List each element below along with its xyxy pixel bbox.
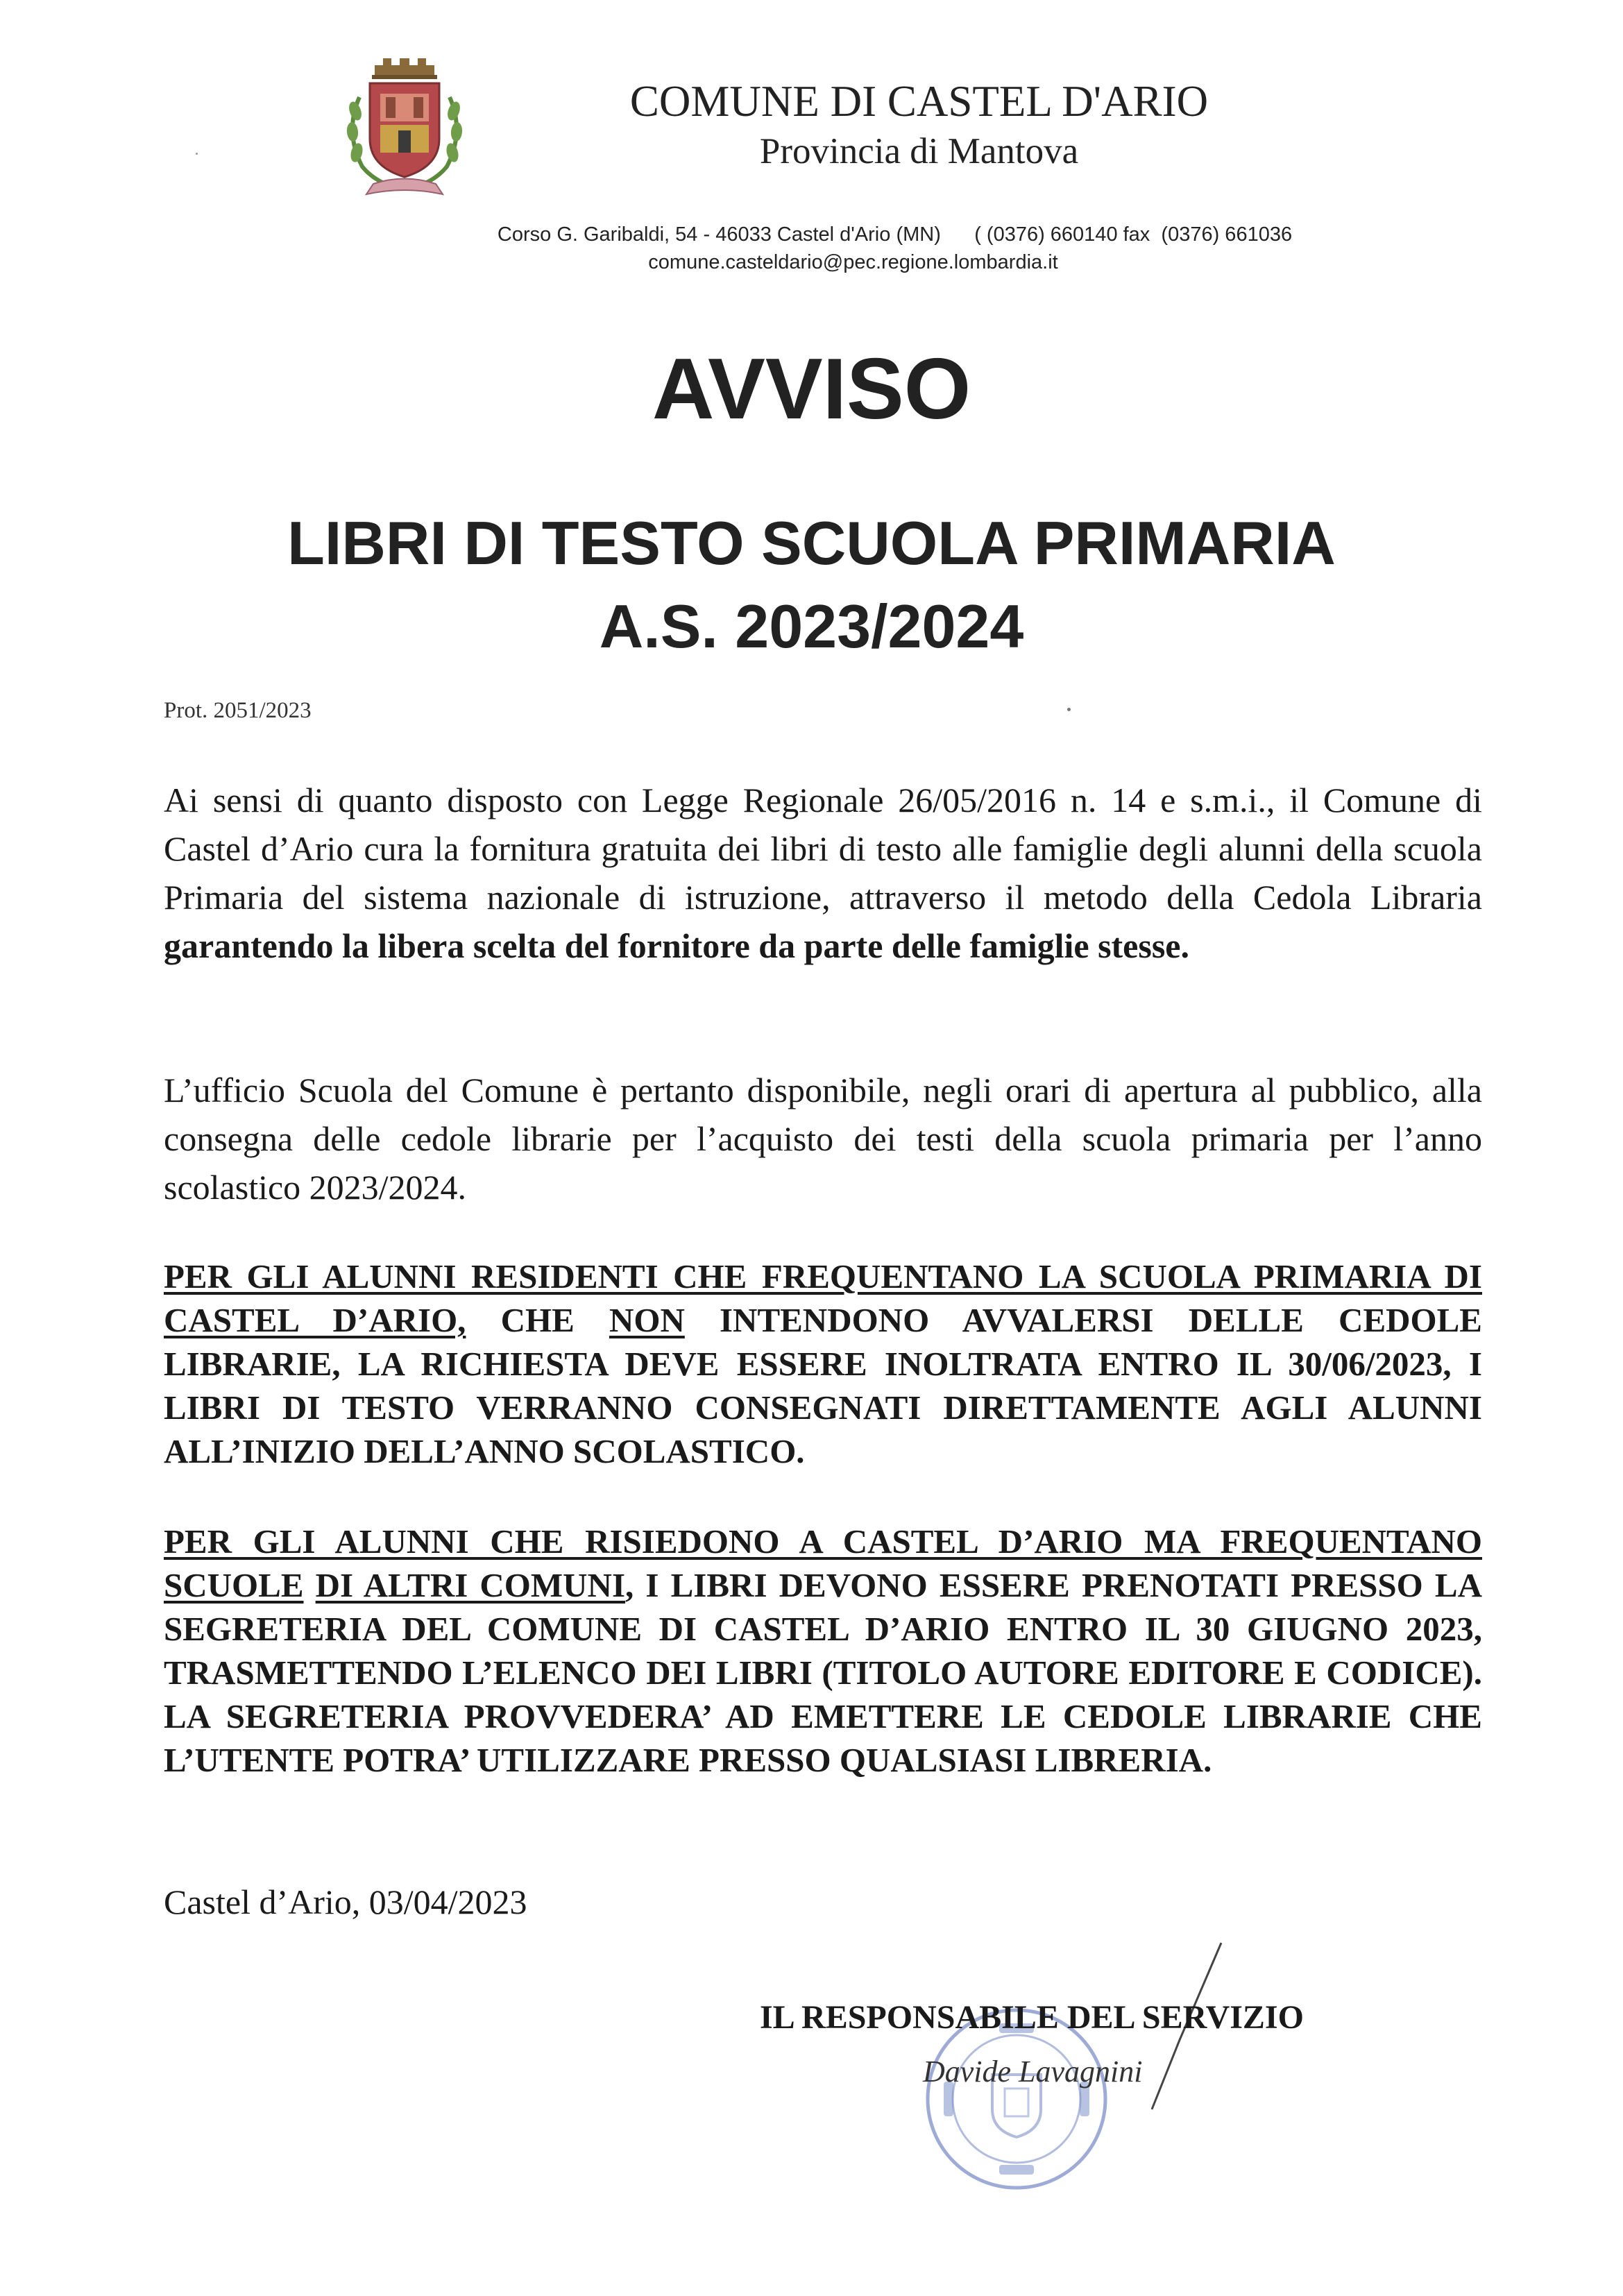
paragraph-1 <box>164 776 1482 970</box>
email-address: comune.casteldario@pec.regione.lombardia.it <box>648 251 1058 273</box>
paragraph-4-text-2: , I LIBRI DEVONO ESSERE PRENOTATI PRESSO LA SEGRETERIA DEL COMUNE DI CASTEL D’ARIO ENTRO IL 30 GIUGNO 2023, TRASMETTENDO L’ELENCO DEI LIBRI (TITOLO AUTORE EDITORE E CODICE). LA SEGRETERIA PROVVEDERA’ AD EMETTERE LE CEDOLE LIBRARIE CHE L’UTENTE POTRA’ UTILIZZARE PRESSO QUALSIASI LIBRERIA. <box>164 1566 1482 1779</box>
paragraph-4-underlined-1: PER GLI ALUNNI CHE RISIEDONO A CASTEL D’ARIO MA FREQUENTANO SCUOLE <box>164 1522 1482 1604</box>
paragraph-3 <box>164 1255 1482 1473</box>
paragraph-3-underlined-2: NON <box>609 1301 685 1339</box>
paragraph-3-text-1: CHE <box>466 1301 609 1339</box>
paragraph-2: L’ufficio Scuola del Comune è pertanto disponibile, negli orari di apertura al pubblico, alla consegna delle cedole librarie per l’acquisto dei testi della scuola primaria per l’anno scolastico 2023/2024. <box>164 1071 1482 1207</box>
provincia-name: Provincia di Mantova <box>759 131 1079 171</box>
signatory-name: Davide Lavagnini <box>923 2055 1143 2089</box>
document-date: Castel d’Ario, 03/04/2023 <box>164 1882 527 1921</box>
address-line <box>0 223 1623 246</box>
protocol-number: Prot. 2051/2023 <box>164 698 312 723</box>
paragraph-3-text-2: INTENDONO AVVALERSI DELLE CEDOLE LIBRARIE, LA RICHIESTA DEVE ESSERE INOLTRATA ENTRO IL 30/06/2023, I LIBRI DI TESTO VERRANNO CONSEGNATI DIRETTAMENTE AGLI ALUNNI ALL’INIZIO DELL’ANNO SCOLASTICO. <box>164 1301 1482 1470</box>
paragraph-1-text: Ai sensi di quanto disposto con Legge Regionale 26/05/2016 n. 14 e s.m.i., il Comune di Castel d’Ario cura la fornitura gratuita dei libri di testo alle famiglie degli alunni della scuola Primaria del sistema nazionale di istruzione, attraverso il metodo della Cedola Libraria <box>164 781 1482 917</box>
signatory-title: IL RESPONSABILE DEL SERVIZIO <box>760 1999 1304 2036</box>
comune-name: COMUNE DI CASTEL D'ARIO <box>629 77 1209 126</box>
paragraph-1-emphasis: garantendo la libera scelta del fornitore da parte delle famiglie stesse. <box>164 926 1189 965</box>
address-text: Corso G. Garibaldi, 54 - 46033 Castel d'Ario (MN) ( (0376) 660140 fax (0376) 661036 <box>497 223 1293 246</box>
scan-speck <box>1067 708 1071 711</box>
paragraph-4-text-1 <box>304 1566 316 1604</box>
notice-subtitle-line1: LIBRI DI TESTO SCUOLA PRIMARIA <box>287 509 1336 577</box>
notice-title: AVVISO <box>652 341 971 437</box>
paragraph-4-underlined-2: DI ALTRI COMUNI <box>315 1566 626 1604</box>
paragraph-3-underlined-1: PER GLI ALUNNI RESIDENTI CHE FREQUENTANO LA SCUOLA PRIMARIA DI CASTEL D’ARIO, <box>164 1257 1482 1339</box>
notice-subtitle-line2: A.S. 2023/2024 <box>599 592 1024 661</box>
paragraph-4 <box>164 1520 1482 1782</box>
